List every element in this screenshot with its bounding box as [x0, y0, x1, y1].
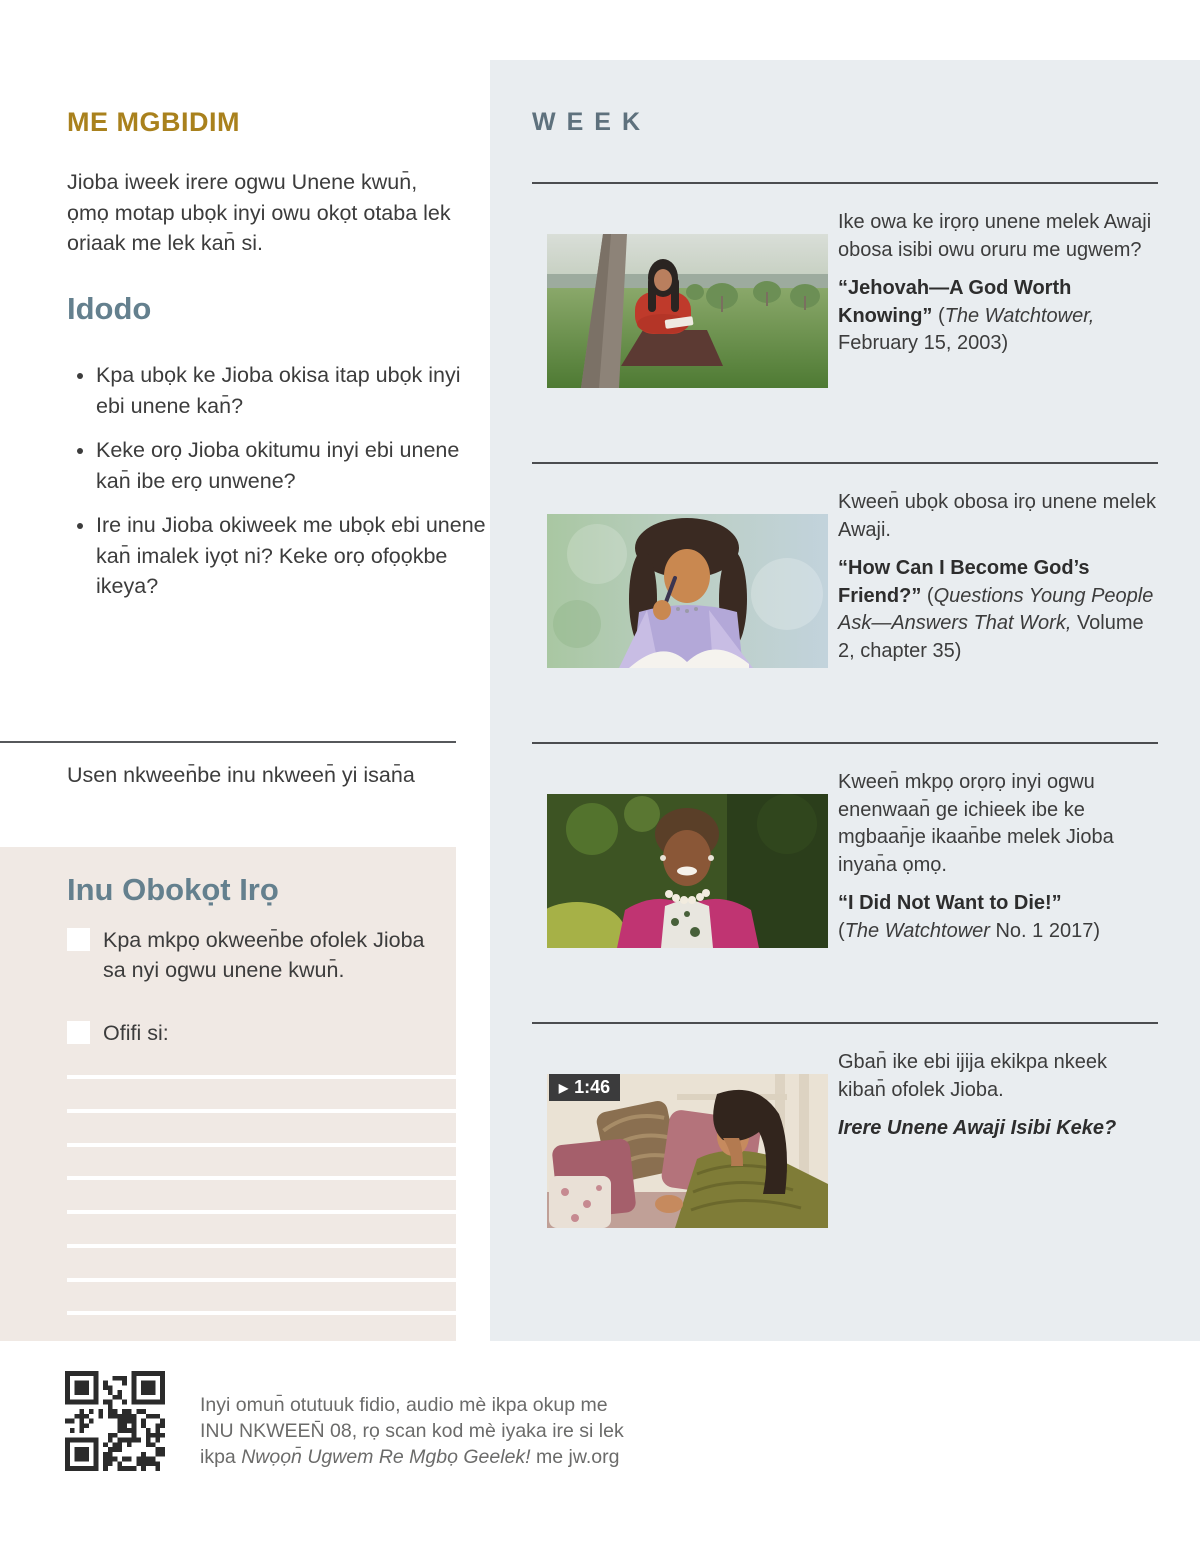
worksheet-task	[67, 1018, 427, 1048]
video-thumbnail-woman-praying[interactable]	[547, 1074, 828, 1228]
song-note: Usen nkween̄be inu nkween̄ yi isan̄a	[67, 763, 415, 787]
source-title: Questions Young People Ask—Answers That Work,	[838, 584, 1154, 635]
preview-heading: ME MGBIDIM	[67, 107, 240, 137]
entry-question: Ike owa ke irọrọ unene melek Awaji obosa isibi owu oruru me ugwem?	[838, 211, 1152, 261]
study-illustration	[547, 514, 828, 668]
footer-line: INU NKWEEN̄ 08, rọ scan kod mè iyaka ire si lek	[200, 1420, 624, 1443]
entry-divider	[532, 182, 1158, 184]
entry-reference: “I Did Not Want to Die!” (The Watchtower No. 1 2017)	[838, 892, 1100, 942]
article-title: “How Can I Become God’s Friend?”	[838, 557, 1090, 607]
publication-title: Nwọọn̄ Ugwem Re Mgbọ Geelek!	[241, 1446, 531, 1469]
week-panel	[490, 60, 1200, 1341]
photo-smiling-woman-pink-cardigan	[547, 794, 828, 948]
entry-question: Kween̄ mkpọ orọrọ inyi ogwu enenwaan̄ ge ichieek ibe ke mgbaan̄je ikaan̄be melek Jioba inyan̄a ọmọ.	[838, 771, 1114, 876]
write-line	[67, 1278, 456, 1282]
article-title: “Jehovah—A God Worth Knowing”	[838, 277, 1072, 327]
questions-list	[67, 360, 488, 616]
preview-body: Jioba iweek irere ogwu Unene kwun̄, ọmọ motap ubọk inyi owu okọt otaba lek oriaak me lek kan̄ si.	[67, 170, 451, 256]
checkbox-icon	[67, 1021, 90, 1044]
photo-woman-sitting-in-orchard	[547, 234, 828, 388]
qr-code	[65, 1371, 165, 1471]
article-title: “I Did Not Want to Die!”	[838, 892, 1062, 915]
portrait-illustration	[547, 794, 828, 948]
questions-heading: Idodo	[67, 291, 152, 326]
write-line	[67, 1311, 456, 1315]
source-title: The Watchtower,	[944, 304, 1095, 327]
left-divider	[0, 741, 456, 743]
worksheet-task	[67, 925, 427, 985]
week-entry	[532, 742, 1158, 948]
week-entry	[532, 462, 1158, 668]
write-line	[67, 1244, 456, 1248]
entry-question: Gban̄ ike ebi ijija ekikpa nkeek kiban̄ ofolek Jioba.	[838, 1051, 1108, 1101]
orchard-illustration	[547, 234, 828, 388]
write-line	[67, 1210, 456, 1214]
entry-question: Kween̄ ubọk obosa irọ unene melek Awaji.	[838, 491, 1156, 541]
entry-reference: “Jehovah—A God Worth Knowing” (The Watchtower, February 15, 2003)	[838, 277, 1095, 355]
video-duration-badge	[549, 1074, 620, 1101]
week-heading: WEEK	[532, 108, 651, 136]
video-title: Irere Unene Awaji Isibi Keke?	[838, 1117, 1117, 1140]
checkbox-icon	[67, 928, 90, 951]
write-line	[67, 1075, 456, 1079]
worksheet-heading: Inu Obokọt Irọ	[67, 872, 279, 907]
week-entry	[532, 182, 1158, 388]
question-item: • Keke orọ Jioba okitumu inyi ebi unene kan̄ ibe erọ unwene?	[96, 435, 488, 496]
worksheet-task-label: Kpa mkpọ okween̄be ofolek Jioba sa nyi ogwu unene kwun̄.	[103, 928, 425, 983]
write-line	[67, 1176, 456, 1180]
footer-line: ikpa Nwọọn̄ Ugwem Re Mgbọ Geelek! me jw.org	[200, 1446, 620, 1469]
worksheet-box	[0, 847, 456, 1341]
week-entry	[532, 1022, 1158, 1228]
write-line	[67, 1109, 456, 1113]
entry-divider	[532, 462, 1158, 464]
write-line	[67, 1143, 456, 1147]
footer-line: Inyi omun̄ otutuuk fidio, audio mè ikpa okup me	[200, 1394, 608, 1416]
worksheet-task-label: Ofifi si:	[103, 1021, 169, 1045]
source-title: The Watchtower	[844, 919, 990, 942]
entry-reference: “How Can I Become God’s Friend?” (Questions Young People Ask—Answers That Work, Volume 2, chapter 35)	[838, 557, 1154, 662]
question-item: • Kpa ubọk ke Jioba okisa itap ubọk inyi ebi unene kan̄?	[96, 360, 488, 421]
entry-divider	[532, 1022, 1158, 1024]
photo-young-woman-studying-with-pen	[547, 514, 828, 668]
play-icon: ▶	[558, 1080, 569, 1095]
question-item: • Ire inu Jioba okiweek me ubọk ebi unene kan̄ imalek iyọt ni? Keke orọ ofọọkbe ikeya?	[96, 510, 488, 602]
entry-divider	[532, 742, 1158, 744]
footer-note	[200, 1392, 640, 1470]
video-duration: 1:46	[574, 1077, 611, 1097]
entry-reference	[838, 1115, 1158, 1143]
